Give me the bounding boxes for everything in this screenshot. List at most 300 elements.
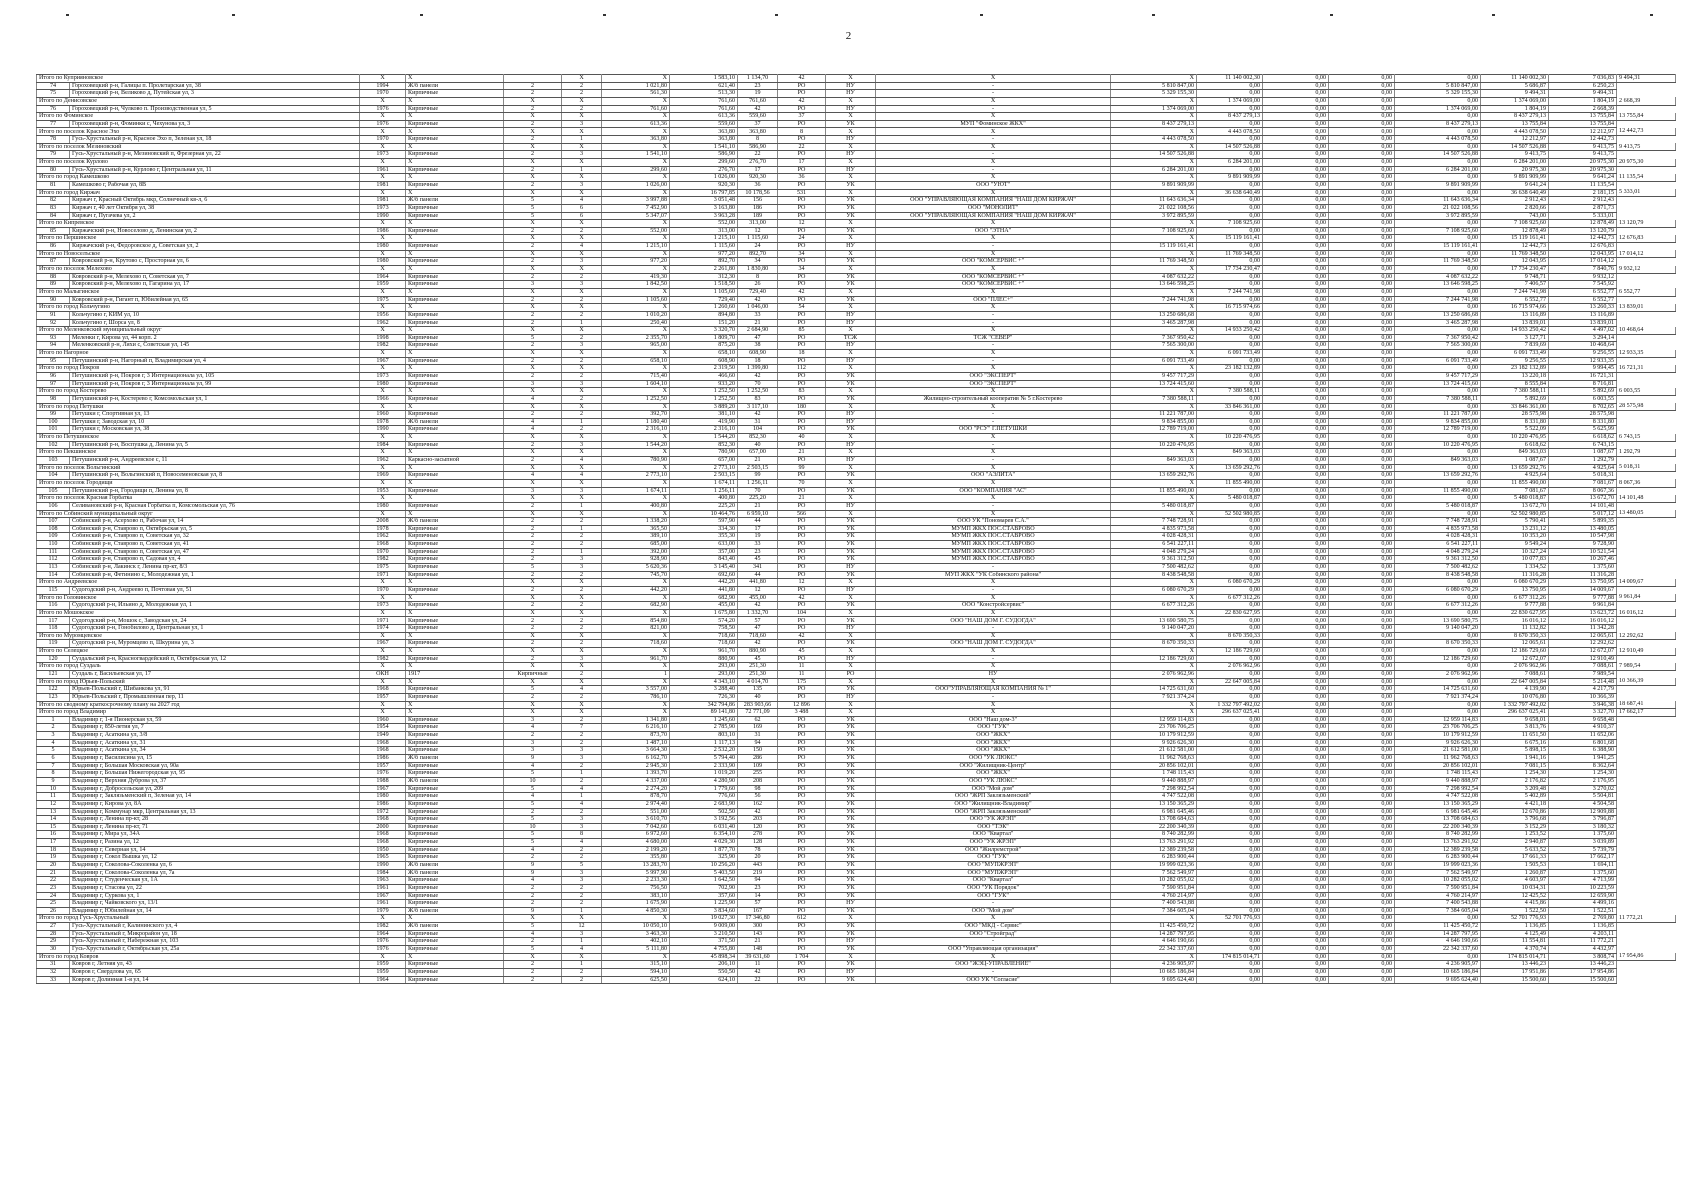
table-cell: РО: [778, 181, 826, 189]
table-cell: 28 575,98: [1481, 411, 1549, 419]
table-cell: 1976: [360, 770, 406, 778]
table-cell: 5 620,36: [602, 564, 670, 572]
table-cell: 4: [504, 930, 562, 938]
summary-row: [37, 449, 1676, 457]
table-cell: 9 932,12: [1617, 266, 1676, 274]
table-cell: 19 999 023,36: [1395, 861, 1481, 869]
table-cell: 2 668,39: [1549, 105, 1617, 113]
table-cell: 0,00: [1395, 128, 1481, 136]
table-cell: X: [504, 449, 562, 457]
table-cell: 22: [37, 877, 70, 885]
table-cell: X: [602, 365, 670, 373]
table-cell: 52 701 776,93: [1197, 915, 1263, 923]
table-cell: 803,10: [670, 732, 738, 740]
table-cell: УК: [826, 923, 876, 931]
table-cell: X: [876, 709, 1111, 717]
summary-label: Итого по поселок Красная Горбатка: [37, 495, 360, 503]
table-cell: 18: [778, 350, 826, 358]
table-cell: РО: [778, 907, 826, 915]
table-cell: X: [1111, 403, 1197, 411]
table-cell: 3 192,56: [670, 816, 738, 824]
table-cell: РО: [778, 556, 826, 564]
table-cell: 0,00: [1263, 564, 1329, 572]
table-cell: 977,20: [602, 258, 670, 266]
table-cell: 13 708 684,63: [1111, 816, 1197, 824]
table-cell: РО: [778, 938, 826, 946]
table-cell: 849 363,03: [1395, 457, 1481, 465]
table-cell: Владимир г, Асаткина ул, 3/8: [70, 732, 360, 740]
table-cell: 1 748 115,43: [1111, 770, 1197, 778]
table-cell: 0,00: [1263, 571, 1329, 579]
table-cell: 21 022 108,56: [1111, 204, 1197, 212]
table-cell: X: [1111, 250, 1197, 258]
table-cell: УК: [826, 831, 876, 839]
table-cell: 13 120,79: [1617, 220, 1676, 228]
table-cell: 0,00: [1197, 884, 1263, 892]
table-cell: 7 400 543,88: [1111, 900, 1197, 908]
table-cell: 0,00: [1395, 479, 1481, 487]
table-row: [37, 319, 1676, 327]
table-cell: 6 080 670,29: [1481, 579, 1549, 587]
table-cell: X: [562, 648, 602, 656]
table-cell: 0,00: [1263, 82, 1329, 90]
summary-row: [37, 304, 1676, 312]
table-cell: 94: [738, 877, 778, 885]
table-cell: 1982: [360, 342, 406, 350]
table-cell: 0,00: [1197, 105, 1263, 113]
table-cell: Кирпичные: [406, 319, 504, 327]
table-cell: 1 252,50: [602, 395, 670, 403]
table-cell: 8 067,36: [1549, 487, 1617, 495]
summary-label: Итого по город Суздаль: [37, 663, 360, 671]
summary-label: Итого по город Юрьев-Польский: [37, 678, 360, 686]
table-cell: 1 830,80: [738, 266, 778, 274]
table-row: [37, 861, 1676, 869]
table-cell: X: [406, 189, 504, 197]
table-cell: 11 221 787,00: [1395, 411, 1481, 419]
table-cell: 0,00: [1197, 311, 1263, 319]
table-cell: 6: [562, 204, 602, 212]
table-cell: 1 252,50: [670, 388, 738, 396]
table-cell: 1 374 069,00: [1197, 97, 1263, 105]
table-cell: Владимир г, Асаткина ул, 31: [70, 739, 360, 747]
table-cell: 21: [778, 495, 826, 503]
table-cell: ООО "Мой дом": [876, 785, 1111, 793]
summary-label: Итого по Мошокское: [37, 609, 360, 617]
table-cell: 6 677 312,26: [1111, 602, 1197, 610]
table-cell: X: [562, 174, 602, 182]
table-cell: X: [562, 288, 602, 296]
table-cell: 9 256,55: [1481, 357, 1549, 365]
table-cell: 1 675,80: [670, 609, 738, 617]
table-cell: Петушинский р-н, Покров г, 3 Интернационала ул, 99: [70, 380, 360, 388]
table-cell: 1 225,90: [670, 900, 738, 908]
table-cell: X: [826, 288, 876, 296]
table-cell: 0,00: [1329, 808, 1395, 816]
summary-row: [37, 327, 1676, 335]
table-cell: 14: [37, 816, 70, 824]
table-cell: 0,00: [1197, 968, 1263, 976]
table-cell: X: [826, 189, 876, 197]
table-cell: 21: [37, 869, 70, 877]
table-cell: 0,00: [1263, 594, 1329, 602]
table-cell: Петушинский р-н, Костерево г, Комсомольская ул, 1: [70, 395, 360, 403]
table-cell: 0,00: [1329, 777, 1395, 785]
table-cell: 2: [504, 732, 562, 740]
table-cell: 13: [37, 808, 70, 816]
table-cell: 9 457 717,29: [1395, 372, 1481, 380]
table-cell: X: [826, 304, 876, 312]
table-cell: X: [406, 143, 504, 151]
table-cell: 15 119 161,41: [1395, 243, 1481, 251]
table-cell: 9: [37, 777, 70, 785]
table-cell: 0,00: [1263, 953, 1329, 961]
table-cell: 3: [562, 556, 602, 564]
table-cell: 3 889,20: [670, 403, 738, 411]
table-cell: 0,00: [1395, 609, 1481, 617]
table-cell: X: [406, 632, 504, 640]
table-cell: 0,00: [1263, 900, 1329, 908]
table-cell: 6 091 733,49: [1395, 357, 1481, 365]
table-cell: 5 504,81: [1549, 793, 1617, 801]
table-cell: 13 260,33: [1549, 304, 1617, 312]
table-cell: Юрьев-Польский г, Промышленная пер, 11: [70, 693, 360, 701]
table-cell: 6 743,15: [1617, 434, 1676, 442]
table-cell: 1 252,50: [670, 395, 738, 403]
table-cell: 0,00: [1263, 243, 1329, 251]
table-cell: X: [504, 189, 562, 197]
table-cell: 1998: [360, 334, 406, 342]
table-cell: 0,00: [1263, 90, 1329, 98]
table-cell: 38: [738, 342, 778, 350]
summary-row: [37, 915, 1676, 923]
table-cell: УК: [826, 541, 876, 549]
table-cell: НУ: [826, 655, 876, 663]
table-cell: 0,00: [1395, 495, 1481, 503]
table-cell: Собинский р-н, Ставрово п, Октябрьская ул, 5: [70, 525, 360, 533]
table-cell: 10: [504, 823, 562, 831]
table-cell: 3: [504, 380, 562, 388]
table-cell: X: [876, 510, 1111, 518]
table-cell: X: [504, 113, 562, 121]
table-cell: 12: [738, 586, 778, 594]
table-cell: 2 316,10: [670, 426, 738, 434]
table-cell: 12 212,97: [1549, 128, 1617, 136]
table-cell: X: [504, 250, 562, 258]
table-cell: 2: [504, 625, 562, 633]
table-cell: РО: [778, 716, 826, 724]
table-cell: 4 835 973,58: [1395, 525, 1481, 533]
table-cell: 5 480 018,87: [1111, 502, 1197, 510]
table-cell: НУ: [826, 457, 876, 465]
table-cell: 7 108 925,60: [1197, 220, 1263, 228]
table-cell: 9 413,75: [1549, 143, 1617, 151]
table-cell: 98: [37, 395, 70, 403]
table-cell: X: [360, 663, 406, 671]
table-cell: РО: [778, 411, 826, 419]
table-cell: РО: [778, 258, 826, 266]
table-cell: 13 755,84: [1549, 113, 1617, 121]
table-cell: 1960: [360, 411, 406, 419]
table-cell: 3: [562, 151, 602, 159]
table-cell: 0,00: [1263, 411, 1329, 419]
table-cell: 0,00: [1197, 296, 1263, 304]
table-cell: 4 048 279,24: [1111, 548, 1197, 556]
table-cell: X: [826, 709, 876, 717]
table-cell: X: [826, 235, 876, 243]
table-cell: 16 721,31: [1617, 365, 1676, 373]
table-cell: 0,00: [1395, 594, 1481, 602]
table-cell: 34: [738, 258, 778, 266]
table-cell: 11 316,28: [1481, 571, 1549, 579]
table-cell: 2: [562, 968, 602, 976]
table-cell: Кирпичные: [406, 380, 504, 388]
table-cell: 2: [504, 457, 562, 465]
table-cell: X: [360, 250, 406, 258]
table-cell: X: [1111, 479, 1197, 487]
table-cell: 0,00: [1329, 632, 1395, 640]
table-cell: 0,00: [1263, 159, 1329, 167]
table-cell: 4 432,97: [1549, 946, 1617, 954]
table-cell: 718,60: [670, 640, 738, 648]
table-cell: 780,90: [602, 457, 670, 465]
table-cell: Кирпичные: [406, 716, 504, 724]
table-cell: 5 522,09: [1481, 426, 1549, 434]
table-cell: 77: [37, 120, 70, 128]
table-cell: 11 132,82: [1481, 625, 1549, 633]
table-cell: 977,20: [670, 250, 738, 258]
table-cell: РО: [778, 120, 826, 128]
table-cell: 12: [778, 579, 826, 587]
table-cell: 0,00: [1329, 75, 1395, 83]
table-cell: 0,00: [1263, 602, 1329, 610]
table-cell: 8 555,84: [1481, 380, 1549, 388]
table-cell: 283 903,66: [738, 701, 778, 709]
table-cell: X: [562, 235, 602, 243]
table-cell: 2 773,10: [602, 472, 670, 480]
table-row: [37, 525, 1676, 533]
table-cell: 2: [504, 258, 562, 266]
table-cell: РО: [778, 166, 826, 174]
table-cell: РО: [778, 502, 826, 510]
table-cell: 0,00: [1197, 785, 1263, 793]
table-row: [37, 900, 1676, 908]
table-cell: Ж/б панели: [406, 861, 504, 869]
table-cell: 6 091 733,49: [1111, 357, 1197, 365]
table-cell: X: [602, 403, 670, 411]
table-cell: 0,00: [1263, 915, 1329, 923]
table-cell: 1964: [360, 976, 406, 984]
table-cell: ООО "Управляющая организация": [876, 946, 1111, 954]
table-cell: 0,00: [1329, 403, 1395, 411]
table-cell: 11 855 490,00: [1111, 487, 1197, 495]
table-cell: Киржачский р-н, Федоровское д, Советская ул, 2: [70, 243, 360, 251]
table-cell: 300: [738, 923, 778, 931]
table-cell: 1980: [360, 380, 406, 388]
table-cell: 6 162,70: [602, 755, 670, 763]
table-cell: 0,00: [1263, 946, 1329, 954]
table-cell: УК: [826, 930, 876, 938]
table-cell: 34: [778, 266, 826, 274]
table-cell: 1949: [360, 732, 406, 740]
table-cell: 105: [37, 487, 70, 495]
table-cell: 2: [562, 693, 602, 701]
table-cell: X: [504, 510, 562, 518]
table-cell: ООО "Жилремстрой": [876, 846, 1111, 854]
table-cell: РО: [826, 670, 876, 678]
table-cell: Кирпичные: [406, 548, 504, 556]
table-cell: РО: [778, 930, 826, 938]
table-cell: 169: [738, 724, 778, 732]
table-cell: 5 347,07: [602, 212, 670, 220]
table-cell: X: [504, 709, 562, 717]
table-cell: 5 892,69: [1549, 388, 1617, 396]
table-cell: 13 839,01: [1481, 319, 1549, 327]
table-cell: X: [504, 663, 562, 671]
table-cell: 0,00: [1263, 426, 1329, 434]
table-cell: 1990: [360, 426, 406, 434]
table-row: [37, 548, 1676, 556]
table-cell: 1986: [360, 800, 406, 808]
table-cell: 13 659 292,76: [1481, 464, 1549, 472]
table-cell: 9 494,31: [1481, 90, 1549, 98]
scan-marks: [0, 14, 1697, 24]
summary-row: [37, 510, 1676, 518]
table-cell: 7 562 549,97: [1111, 869, 1197, 877]
table-cell: 2: [562, 808, 602, 816]
table-cell: 6 677 312,26: [1395, 602, 1481, 610]
table-row: [37, 395, 1676, 403]
table-cell: 1986: [360, 227, 406, 235]
table-cell: X: [360, 510, 406, 518]
table-cell: 1 842,50: [602, 281, 670, 289]
table-cell: НУ: [826, 938, 876, 946]
table-row: [37, 961, 1676, 969]
table-cell: Кольчугино г, КИМ ул, 10: [70, 311, 360, 319]
table-cell: X: [876, 663, 1111, 671]
table-cell: 5 898,15: [1481, 747, 1549, 755]
table-cell: Кирпичные: [406, 655, 504, 663]
table-cell: 12 186 729,60: [1111, 655, 1197, 663]
table-cell: X: [826, 609, 876, 617]
table-cell: ООО УК "Пономарев С.А.": [876, 518, 1111, 526]
table-cell: 0,00: [1197, 181, 1263, 189]
table-cell: Владимир г, Ленина пр-кт, 71: [70, 823, 360, 831]
table-row: [37, 181, 1676, 189]
table-cell: -: [876, 625, 1111, 633]
table-cell: 10 468,64: [1549, 342, 1617, 350]
table-cell: Кирпичные: [406, 877, 504, 885]
table-cell: 3 117,10: [738, 403, 778, 411]
table-cell: РО: [778, 105, 826, 113]
table-cell: РО: [778, 334, 826, 342]
table-cell: РО: [778, 976, 826, 984]
table-cell: 1 399,80: [738, 365, 778, 373]
table-cell: 4 504,58: [1549, 800, 1617, 808]
table-cell: 0,00: [1263, 181, 1329, 189]
table-cell: 12: [738, 227, 778, 235]
table-row: [37, 846, 1676, 854]
summary-row: [37, 113, 1676, 121]
table-cell: Кирпичные: [406, 136, 504, 144]
table-cell: Кирпичные: [406, 541, 504, 549]
table-cell: 9 891 909,99: [1481, 174, 1549, 182]
table-cell: 657,00: [670, 457, 738, 465]
table-row: [37, 296, 1676, 304]
table-cell: УК: [826, 808, 876, 816]
table-cell: 6 541 227,11: [1111, 541, 1197, 549]
summary-label: Итого по поселок Мезиновский: [37, 143, 360, 151]
table-cell: 81: [37, 181, 70, 189]
summary-row: [37, 388, 1676, 396]
table-cell: Кирпичные: [406, 892, 504, 900]
table-cell: 13 659 292,76: [1111, 472, 1197, 480]
table-cell: 586,90: [670, 151, 738, 159]
table-cell: РО: [778, 533, 826, 541]
table-cell: 0,00: [1263, 831, 1329, 839]
table-cell: X: [876, 594, 1111, 602]
table-cell: 1 180,40: [602, 418, 670, 426]
table-cell: 4: [562, 785, 602, 793]
summary-label: Итого по Новоселъское: [37, 250, 360, 258]
table-cell: 313,00: [738, 220, 778, 228]
table-cell: 355,30: [670, 533, 738, 541]
table-cell: 849 363,03: [1197, 449, 1263, 457]
table-cell: 7 384 605,04: [1395, 907, 1481, 915]
table-cell: 1 487,10: [602, 739, 670, 747]
table-cell: Ковров г, Летняя ул, 43: [70, 961, 360, 969]
table-cell: 419,30: [602, 273, 670, 281]
table-cell: 0,00: [1197, 670, 1263, 678]
table-cell: 0,00: [1197, 869, 1263, 877]
table-cell: 7 081,67: [1481, 487, 1549, 495]
table-cell: РО: [778, 541, 826, 549]
table-cell: 0,00: [1395, 220, 1481, 228]
table-cell: 111: [37, 548, 70, 556]
table-cell: X: [876, 113, 1111, 121]
table-cell: РО: [778, 747, 826, 755]
table-cell: 2: [504, 502, 562, 510]
table-cell: 180: [778, 403, 826, 411]
table-cell: Кирпичные: [406, 823, 504, 831]
summary-label: Итого по город Кольчугино: [37, 304, 360, 312]
table-cell: 0,00: [1329, 495, 1395, 503]
table-cell: 2: [504, 854, 562, 862]
table-cell: 10 050,10: [602, 923, 670, 931]
table-cell: 7 400 543,88: [1395, 900, 1481, 908]
table-cell: 11 769 348,50: [1197, 250, 1263, 258]
table-cell: 0,00: [1197, 418, 1263, 426]
table-row: [37, 907, 1676, 915]
table-cell: 14 507 526,88: [1481, 143, 1549, 151]
table-cell: РО: [778, 457, 826, 465]
table-cell: 1: [562, 938, 602, 946]
table-cell: 0,00: [1197, 900, 1263, 908]
table-cell: X: [504, 594, 562, 602]
table-cell: X: [360, 75, 406, 83]
table-cell: 0,00: [1197, 334, 1263, 342]
table-cell: X: [826, 75, 876, 83]
table-cell: 99: [738, 472, 778, 480]
table-cell: 1: [562, 136, 602, 144]
table-cell: X: [826, 701, 876, 709]
table-cell: -: [876, 693, 1111, 701]
table-row: [37, 923, 1676, 931]
table-cell: 1 117,13: [670, 739, 738, 747]
table-cell: 0,00: [1329, 181, 1395, 189]
table-cell: 0,00: [1395, 953, 1481, 961]
table-cell: X: [602, 434, 670, 442]
